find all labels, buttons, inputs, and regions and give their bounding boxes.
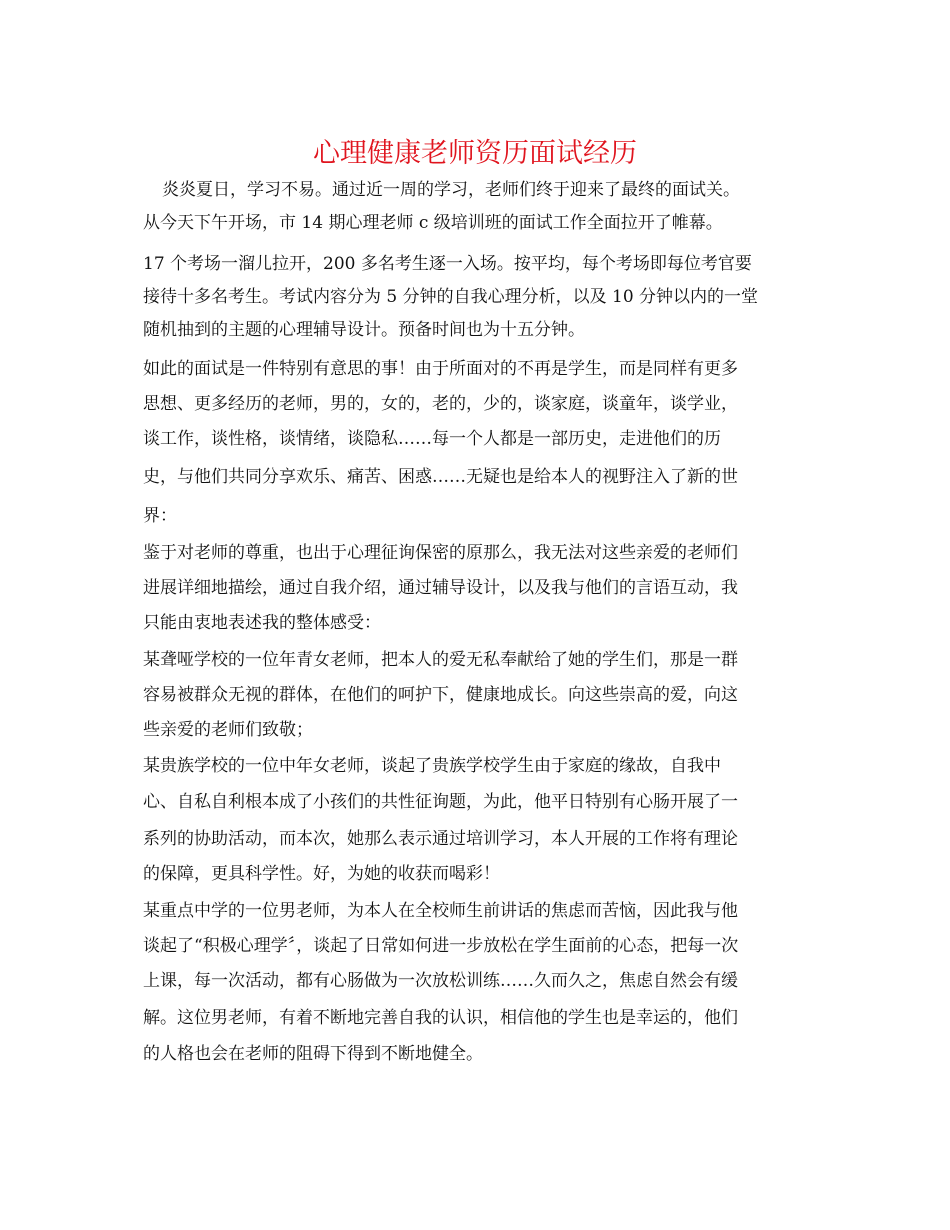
paragraph-line: 进展详细地描绘，通过自我介绍，通过辅导设计，以及我与他们的言语互动，我 <box>143 578 738 598</box>
paragraph-line: 谈起了“积极心理学〞，谈起了日常如何进一步放松在学生面前的心态，把每一次 <box>143 936 739 956</box>
document-title: 心理健康老师资历面试经历 <box>313 138 637 169</box>
paragraph-line: 鉴于对老师的尊重，也出于心理征询保密的原那么，我无法对这些亲爱的老师们 <box>143 543 738 563</box>
paragraph-line: 17 个考场一溜儿拉开，200 多名考生逐一入场。按平均，每个考场即每位考官要 <box>143 254 752 274</box>
paragraph-line: 某重点中学的一位男老师，为本人在全校师生前讲话的焦虑而苦恼，因此我与他 <box>143 901 738 921</box>
paragraph-line: 解。这位男老师，有着不断地完善自我的认识，相信他的学生也是幸运的，他们 <box>143 1008 738 1028</box>
paragraph-line: 界： <box>143 506 177 526</box>
paragraph-line: 思想、更多经历的老师，男的，女的，老的，少的，谈家庭，谈童年，谈学业， <box>143 394 738 414</box>
paragraph-line: 的保障，更具科学性。好，为她的收获而喝彩！ <box>143 864 500 884</box>
paragraph-line: 的人格也会在老师的阻碍下得到不断地健全。 <box>143 1044 483 1064</box>
paragraph-line: 些亲爱的老师们致敬； <box>143 720 313 740</box>
paragraph-line: 炎炎夏日，学习不易。通过近一周的学习，老师们终于迎来了最终的面试关。 <box>162 180 740 200</box>
paragraph-line: 容易被群众无视的群体，在他们的呵护下，健康地成长。向这些崇高的爱，向这 <box>143 685 738 705</box>
paragraph-line: 某贵族学校的一位中年女老师，谈起了贵族学校学生由于家庭的缘故，自我中 <box>143 756 721 776</box>
paragraph-line: 上课，每一次活动，都有心肠做为一次放松训练……久而久之，焦虑自然会有缓 <box>143 971 738 991</box>
paragraph-line: 如此的面试是一件特别有意思的事！由于所面对的不再是学生，而是同样有更多 <box>143 359 738 379</box>
paragraph-line: 某聋哑学校的一位年青女老师，把本人的爱无私奉献给了她的学生们，那是一群 <box>143 650 738 670</box>
paragraph-line: 心、自私自利根本成了小孩们的共性征询题，为此，他平日特别有心肠开展了一 <box>143 792 738 812</box>
paragraph-line: 谈工作，谈性格，谈情绪，谈隐私……每一个人都是一部历史，走进他们的历 <box>143 429 721 449</box>
paragraph-line: 史，与他们共同分享欢乐、痛苦、困惑……无疑也是给本人的视野注入了新的世 <box>143 467 738 487</box>
paragraph-line: 接待十多名考生。考试内容分为 5 分钟的自我心理分析，以及 10 分钟以内的一堂 <box>143 287 759 307</box>
paragraph-line: 系列的协助活动，而本次，她那么表示通过培训学习，本人开展的工作将有理论 <box>143 829 738 849</box>
paragraph-line: 从今天下午开场，市 14 期心理老师 c 级培训班的面试工作全面拉开了帷幕。 <box>143 213 723 233</box>
paragraph-line: 只能由衷地表述我的整体感受： <box>143 613 381 633</box>
paragraph-line: 随机抽到的主题的心理辅导设计。预备时间也为十五分钟。 <box>143 320 585 340</box>
